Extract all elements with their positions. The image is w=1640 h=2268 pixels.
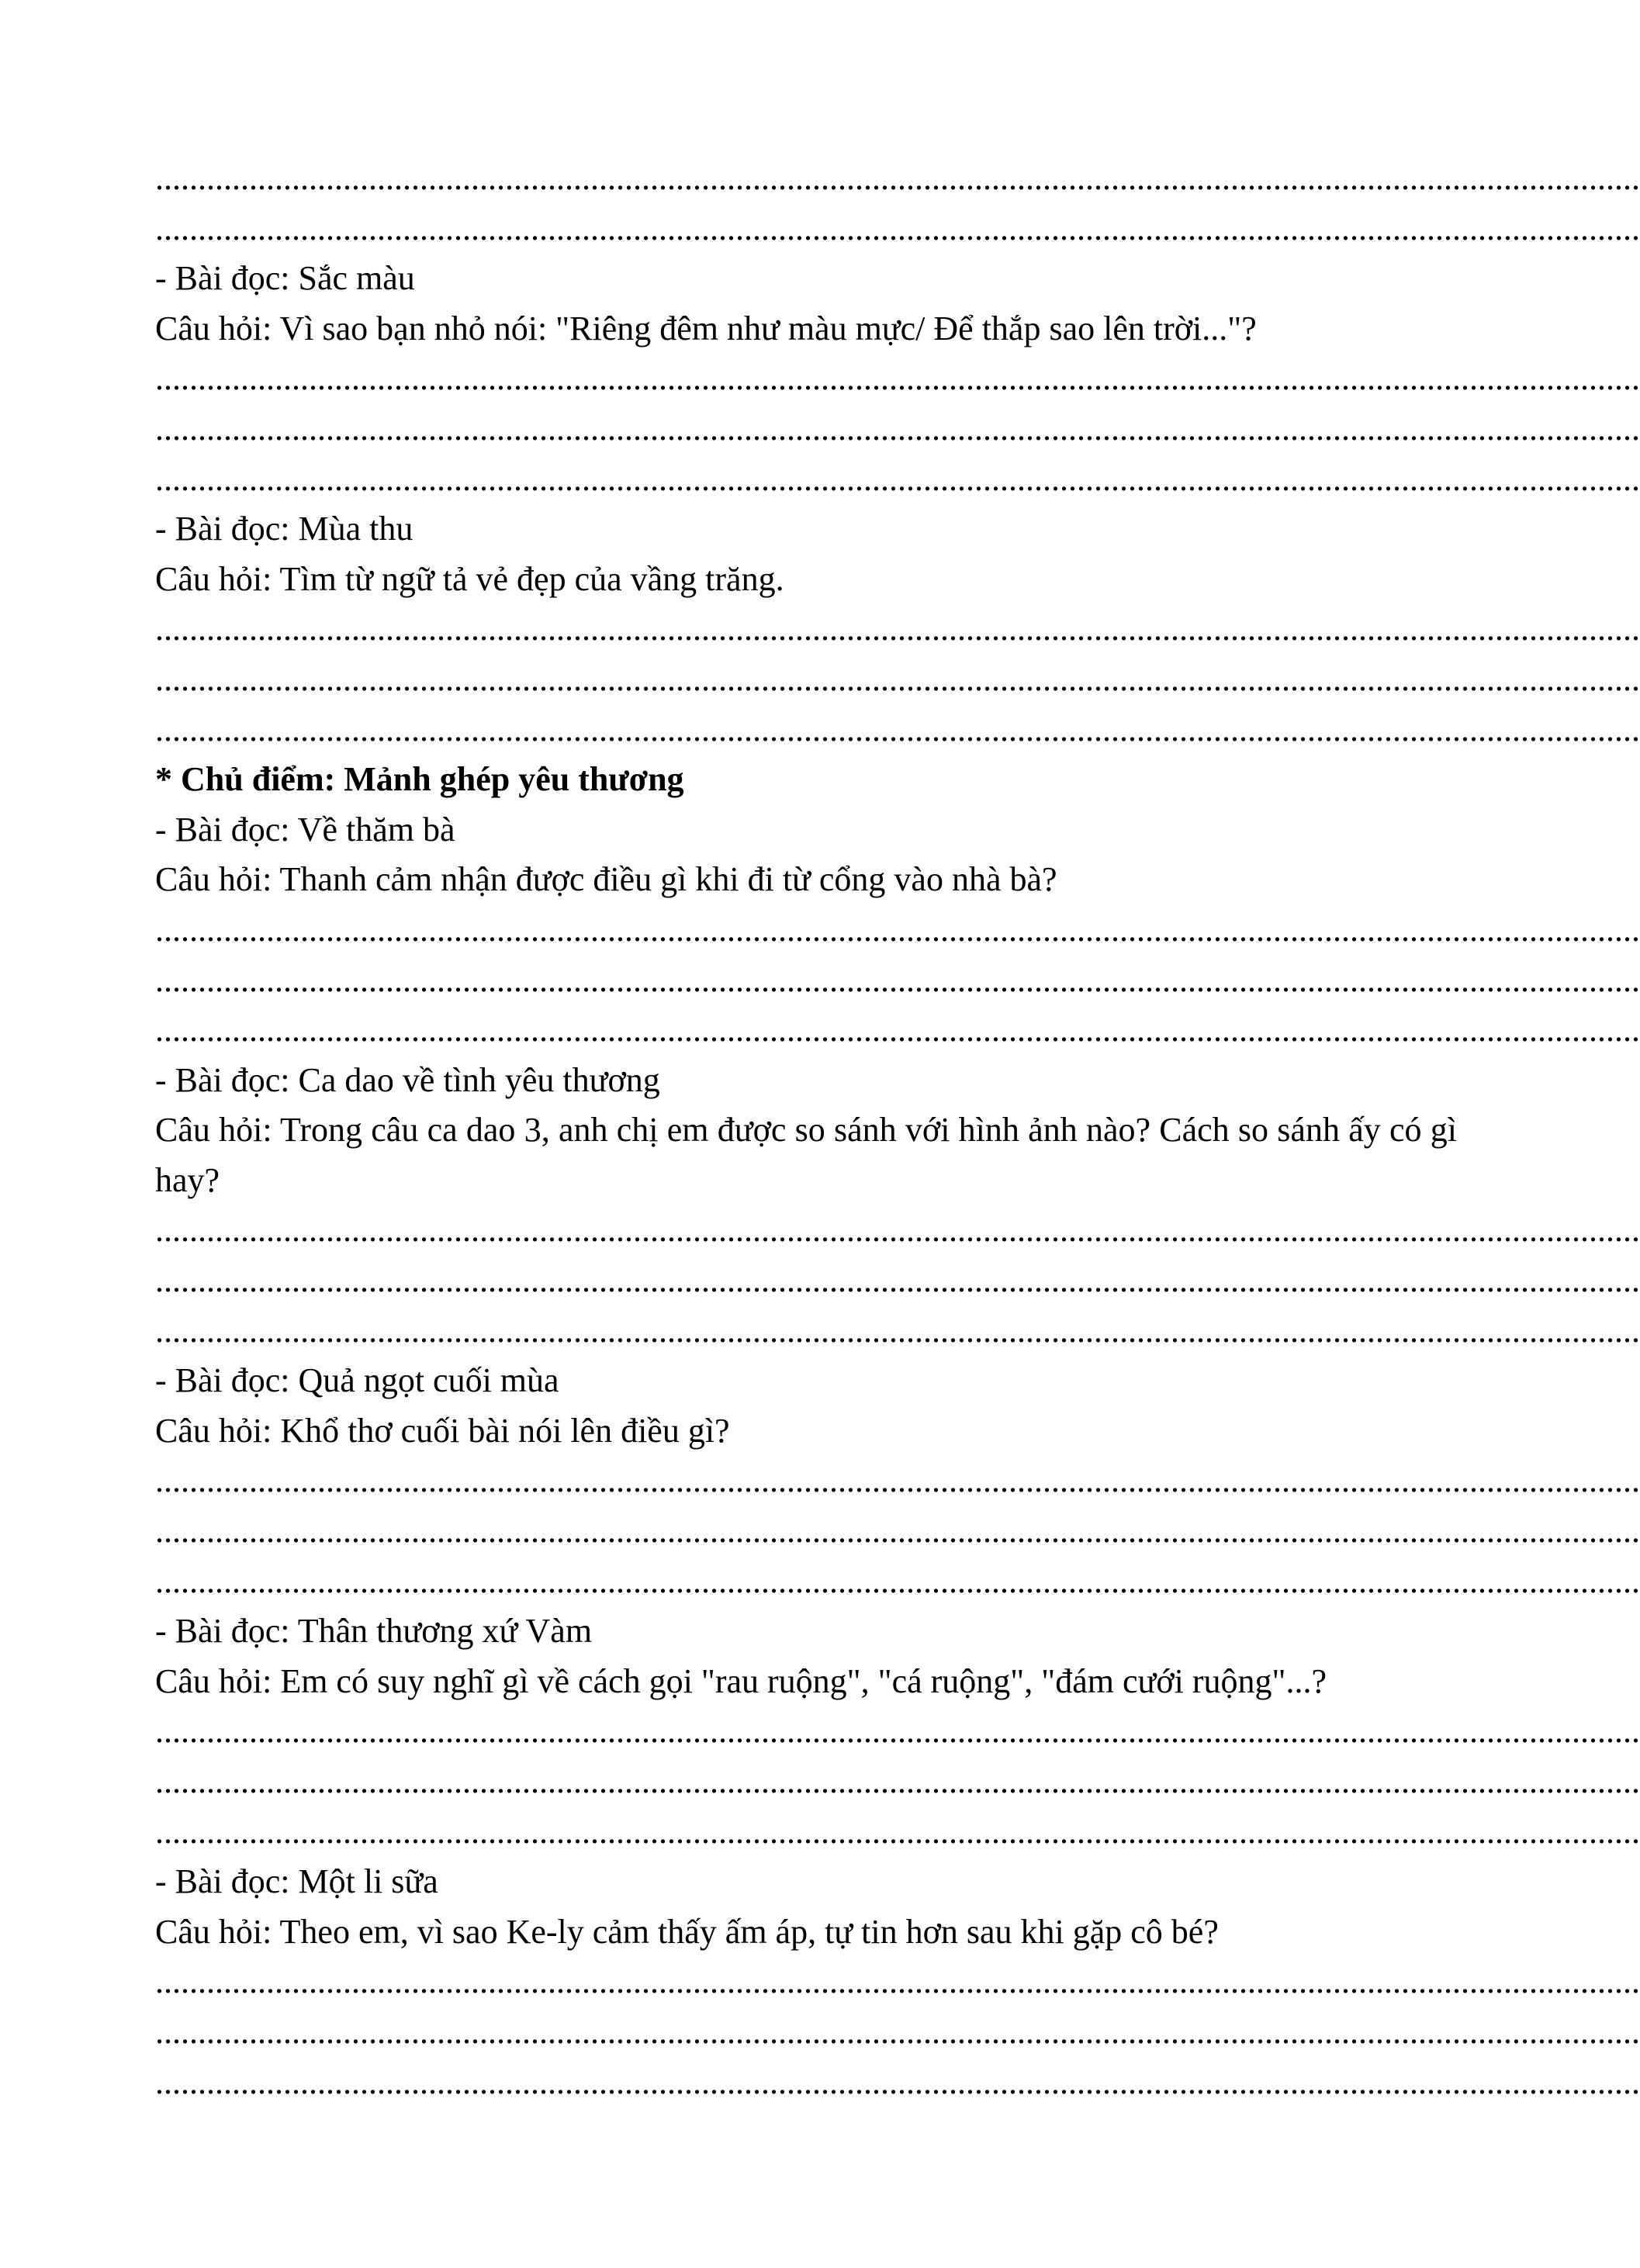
answer-blank-line: .............................................................................................................................................................................. xyxy=(155,1512,1640,1551)
question-text: Câu hỏi: Vì sao bạn nhỏ nói: "Riêng đêm như màu mực/ Để thắp sao lên trời..."? xyxy=(155,309,1257,347)
answer-blank-line: .............................................................................................................................................................................. xyxy=(155,910,1640,949)
reading-title: - Bài đọc: Về thăm bà xyxy=(155,810,455,849)
answer-blank-line: .............................................................................................................................................................................. xyxy=(155,1011,1640,1049)
answer-blank-line: .............................................................................................................................................................................. xyxy=(155,710,1640,749)
answer-blank-line: .............................................................................................................................................................................. xyxy=(155,1261,1640,1300)
answer-blank-line: .............................................................................................................................................................................. xyxy=(155,1461,1640,1500)
answer-blank-line: .............................................................................................................................................................................. xyxy=(155,1561,1640,1600)
answer-blank-line: .............................................................................................................................................................................. xyxy=(155,1812,1640,1851)
answer-blank-line: .............................................................................................................................................................................. xyxy=(155,1762,1640,1800)
reading-title: - Bài đọc: Mùa thu xyxy=(155,510,413,548)
question-text: Câu hỏi: Theo em, vì sao Ke-ly cảm thấy ấm áp, tự tin hơn sau khi gặp cô bé? xyxy=(155,1912,1219,1951)
reading-title: - Bài đọc: Sắc màu xyxy=(155,259,415,298)
answer-blank-line: .............................................................................................................................................................................. xyxy=(155,409,1640,448)
question-text: Câu hỏi: Thanh cảm nhận được điều gì khi đi từ cổng vào nhà bà? xyxy=(155,860,1057,899)
reading-title: - Bài đọc: Một li sữa xyxy=(155,1862,438,1901)
answer-blank-line: .............................................................................................................................................................................. xyxy=(155,960,1640,999)
theme-heading: * Chủ điểm: Mảnh ghép yêu thương xyxy=(155,760,684,799)
question-text: Câu hỏi: Trong câu ca dao 3, anh chị em được so sánh với hình ảnh nào? Cách so sánh ấy có gì hay? xyxy=(155,1111,1457,1199)
answer-blank-line: .............................................................................................................................................................................. xyxy=(155,2012,1640,2051)
answer-blank-line: .............................................................................................................................................................................. xyxy=(155,659,1640,698)
answer-blank-line: .............................................................................................................................................................................. xyxy=(155,2062,1640,2101)
reading-title: - Bài đọc: Quả ngọt cuối mùa xyxy=(155,1361,559,1400)
answer-blank-line: .............................................................................................................................................................................. xyxy=(155,209,1640,247)
question-text: Câu hỏi: Khổ thơ cuối bài nói lên điều gì? xyxy=(155,1411,730,1450)
answer-blank-line: .............................................................................................................................................................................. xyxy=(155,1712,1640,1751)
answer-blank-line: .............................................................................................................................................................................. xyxy=(155,610,1640,648)
reading-title: - Bài đọc: Ca dao về tình yêu thương xyxy=(155,1060,660,1099)
answer-blank-line: .............................................................................................................................................................................. xyxy=(155,459,1640,498)
answer-blank-line: .............................................................................................................................................................................. xyxy=(155,1211,1640,1250)
document-page xyxy=(155,154,1640,2107)
answer-blank-line: .............................................................................................................................................................................. xyxy=(155,359,1640,398)
answer-blank-line: .............................................................................................................................................................................. xyxy=(155,1311,1640,1350)
question-text: Câu hỏi: Tìm từ ngữ tả vẻ đẹp của vầng trăng. xyxy=(155,559,784,598)
reading-title: - Bài đọc: Thân thương xứ Vàm xyxy=(155,1612,593,1651)
answer-blank-line: .............................................................................................................................................................................. xyxy=(155,1962,1640,2001)
question-text: Câu hỏi: Em có suy nghĩ gì về cách gọi "rau ruộng", "cá ruộng", "đám cưới ruộng"...? xyxy=(155,1661,1327,1700)
answer-blank-line: .............................................................................................................................................................................. xyxy=(155,159,1640,197)
